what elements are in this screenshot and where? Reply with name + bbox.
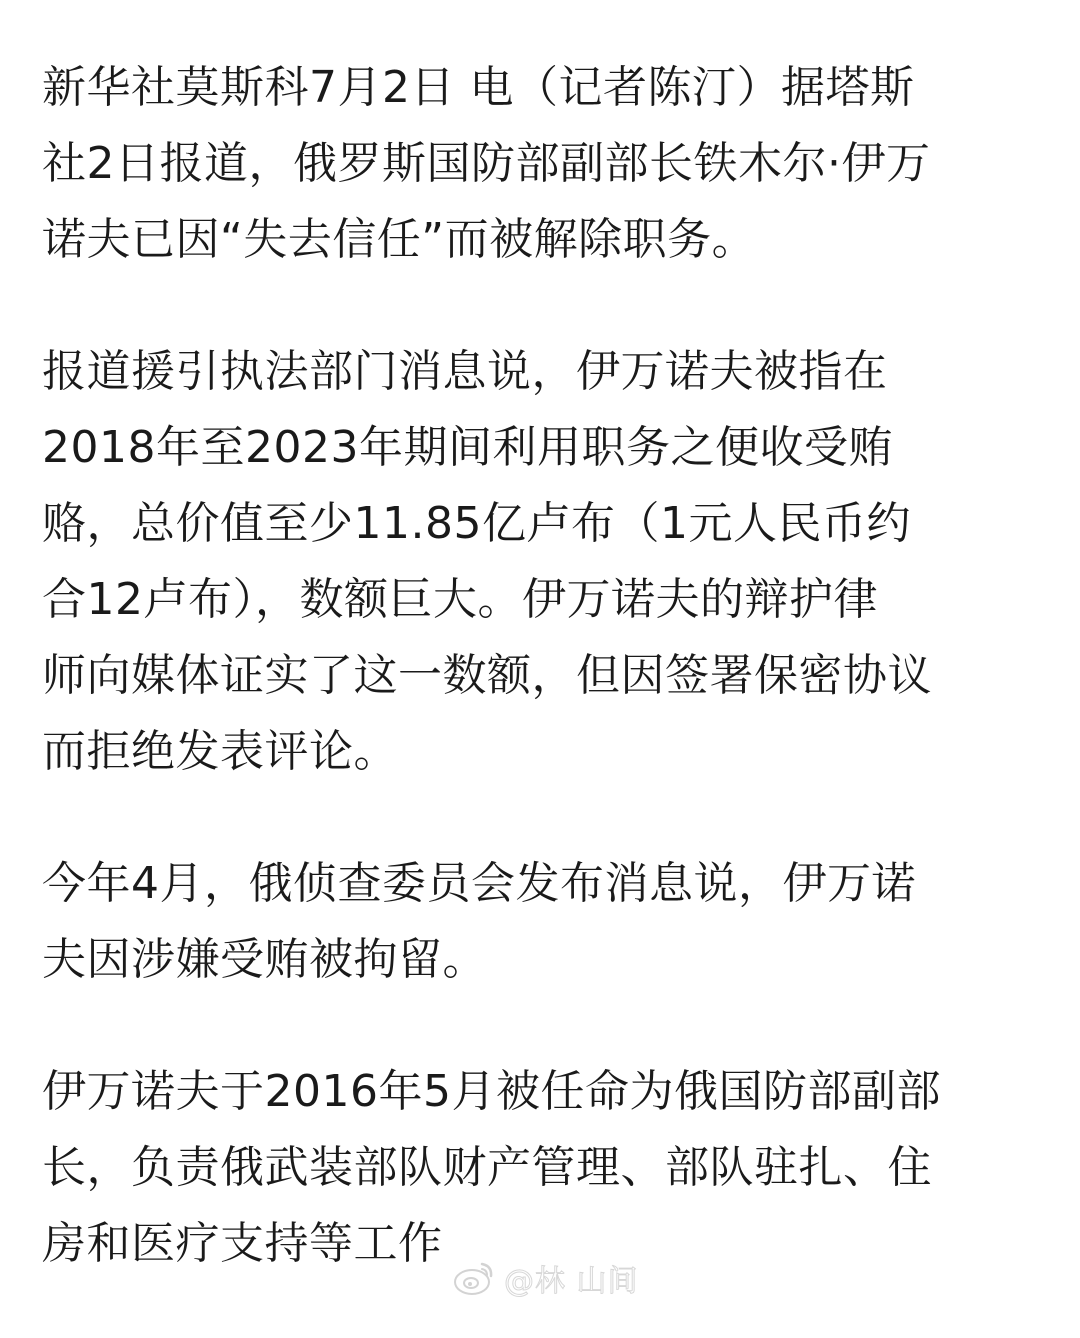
- text-line: 房和医疗支持等工作: [42, 1218, 443, 1269]
- article-body: [42, 50, 1042, 1338]
- text-line: 长，负责俄武装部队财产管理、部队驻扎、住: [42, 1142, 932, 1193]
- paragraph-1: [42, 50, 1042, 278]
- text-line: 新华社莫斯科7月2日 电（记者陈汀）据塔斯: [42, 62, 915, 113]
- weibo-logo-icon: [452, 1256, 496, 1300]
- text-line: 诺夫已因“失去信任”而被解除职务。: [42, 214, 757, 265]
- paragraph-4: [42, 1054, 1042, 1282]
- text-line: 而拒绝发表评论。: [42, 726, 398, 777]
- paragraph-3: [42, 846, 1042, 998]
- text-line: 师向媒体证实了这一数额，但因签署保密协议: [42, 650, 932, 701]
- text-line: 夫因涉嫌受贿被拘留。: [42, 934, 487, 985]
- watermark: [452, 1256, 639, 1300]
- text-line: 社2日报道，俄罗斯国防部副部长铁木尔·伊万: [42, 138, 931, 189]
- text-line: 报道援引执法部门消息说，伊万诺夫被指在: [42, 346, 888, 397]
- text-line: 合12卢布），数额巨大。伊万诺夫的辩护律: [42, 574, 878, 625]
- text-line: 伊万诺夫于2016年5月被任命为俄国防部副部: [42, 1066, 941, 1117]
- text-line: 今年4月，俄侦查委员会发布消息说，伊万诺: [42, 858, 916, 909]
- watermark-text: @林 山间: [504, 1264, 639, 1299]
- text-line: 2018年至2023年期间利用职务之便收受贿: [42, 422, 893, 473]
- paragraph-2: [42, 334, 1042, 790]
- text-line: 赂，总价值至少11.85亿卢布（1元人民币约: [42, 498, 911, 549]
